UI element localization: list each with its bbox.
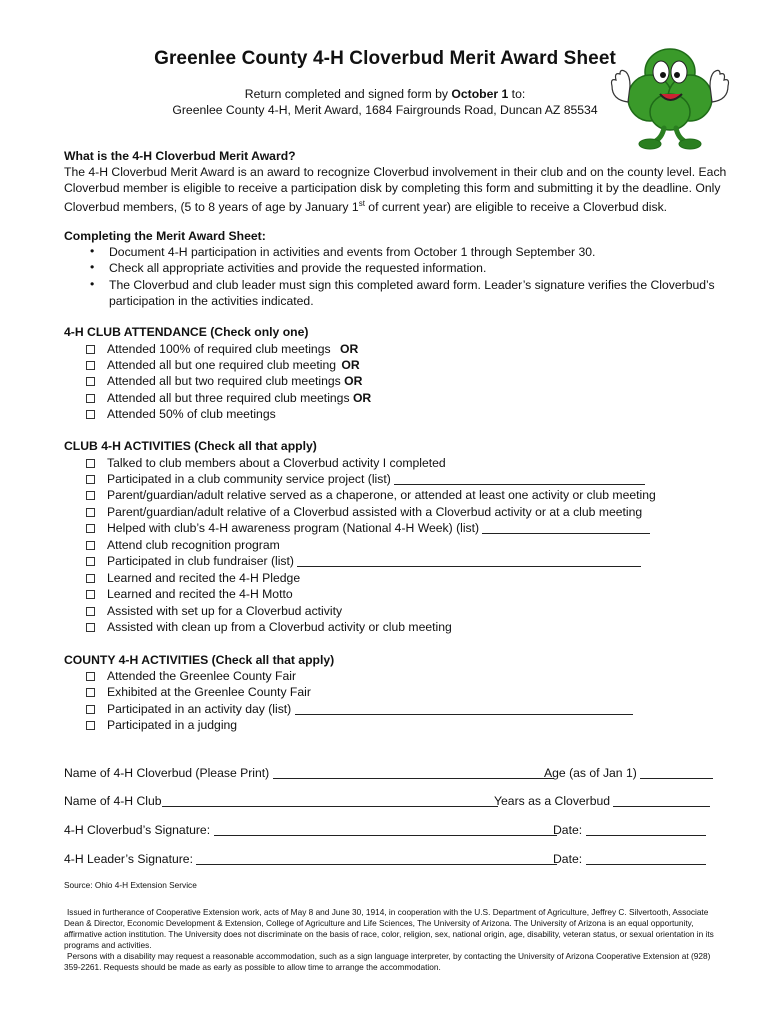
club-name-field[interactable]: Name of 4-H Club xyxy=(64,793,498,809)
checkbox-icon[interactable] xyxy=(86,590,95,599)
source-note: Source: Ohio 4-H Extension Service xyxy=(64,880,197,890)
club-activity-9[interactable]: Learned and recited the 4-H Motto xyxy=(86,586,293,602)
years-field[interactable]: Years as a Cloverbud xyxy=(494,793,710,809)
club-activity-3[interactable]: Parent/guardian/adult relative served as a chaperone, or attended at least one activity or club meeting xyxy=(86,487,656,503)
checkbox-icon[interactable] xyxy=(86,394,95,403)
leader-signature-field[interactable]: 4-H Leader’s Signature: xyxy=(64,851,557,867)
club-name-input[interactable] xyxy=(162,795,498,807)
checkbox-icon[interactable] xyxy=(86,672,95,681)
checkbox-icon[interactable] xyxy=(86,459,95,468)
checkbox-icon[interactable] xyxy=(86,508,95,517)
what-line-1: The 4-H Cloverbud Merit Award is an award to recognize Cloverbud involvement in their club and on the county level. Each xyxy=(64,165,727,179)
cloverbud-date-input[interactable] xyxy=(586,824,706,836)
fill-line[interactable] xyxy=(482,522,650,534)
club-activity-4[interactable]: Parent/guardian/adult relative of a Cloverbud assisted with a Cloverbud activity or at a club meeting xyxy=(86,504,642,520)
checkbox-icon[interactable] xyxy=(86,721,95,730)
club-activity-10[interactable]: Assisted with set up for a Cloverbud activity xyxy=(86,603,342,619)
county-activities-heading: COUNTY 4-H ACTIVITIES (Check all that apply) xyxy=(64,653,335,667)
club-activity-5[interactable]: Helped with club’s 4-H awareness program (National 4-H Week) (list) xyxy=(86,520,650,536)
return-instructions: Return completed and signed form by October 1 to: xyxy=(244,87,526,101)
leader-date-field[interactable]: Date: xyxy=(553,851,706,867)
checkbox-icon[interactable] xyxy=(86,541,95,550)
footer-line-5: Persons with a disability may request a reasonable accommodation, such as a sign language interpreter, by contacting the University of Arizona Cooperative Extension at (928) xyxy=(67,951,711,961)
club-activity-8[interactable]: Learned and recited the 4-H Pledge xyxy=(86,570,300,586)
checkbox-icon[interactable] xyxy=(86,410,95,419)
completing-bullet-3-cont: participation in the activities indicated. xyxy=(109,294,314,308)
attendance-option-5[interactable]: Attended 50% of club meetings xyxy=(86,406,276,422)
footer-line-3: affirmative action institution. The University does not discriminate on the basis of race, color, religion, sex, national origin, age, disability, veteran status, or sexual orientation in its xyxy=(64,929,714,939)
checkbox-icon[interactable] xyxy=(86,623,95,632)
return-date: October 1 xyxy=(451,87,509,101)
checkbox-icon[interactable] xyxy=(86,688,95,697)
checkbox-icon[interactable] xyxy=(86,491,95,500)
return-address: Greenlee County 4-H, Merit Award, 1684 Fairgrounds Road, Duncan AZ 85534 xyxy=(172,103,598,117)
cloverbud-date-field[interactable]: Date: xyxy=(553,822,706,838)
cloverbud-mascot-icon xyxy=(606,42,734,152)
footer-line-2: Dean & Director, Economic Development & Extension, College of Agriculture and Life Sciences, The University of Arizona. The University of Arizona is an equal opportunity, xyxy=(64,918,694,928)
club-activity-11[interactable]: Assisted with clean up from a Cloverbud activity or club meeting xyxy=(86,619,452,635)
checkbox-icon[interactable] xyxy=(86,377,95,386)
leader-signature-input[interactable] xyxy=(196,853,557,865)
checkbox-icon[interactable] xyxy=(86,607,95,616)
fill-line[interactable] xyxy=(297,555,641,567)
years-input[interactable] xyxy=(613,795,710,807)
footer-line-6: 359-2261. Requests should be made as early as possible to allow time to arrange the accommodation. xyxy=(64,962,441,972)
cloverbud-name-field[interactable]: Name of 4-H Cloverbud (Please Print) xyxy=(64,765,554,781)
checkbox-icon[interactable] xyxy=(86,574,95,583)
age-input[interactable] xyxy=(640,767,713,779)
checkbox-icon[interactable] xyxy=(86,361,95,370)
attendance-option-4[interactable]: Attended all but three required club meetings OR xyxy=(86,390,371,406)
what-heading: What is the 4-H Cloverbud Merit Award? xyxy=(64,149,296,163)
bullet-icon: • xyxy=(90,260,95,274)
fill-line[interactable] xyxy=(295,703,633,715)
club-activities-heading: CLUB 4-H ACTIVITIES (Check all that apply) xyxy=(64,439,317,453)
age-field[interactable]: Age (as of Jan 1) xyxy=(544,765,713,781)
footer-line-1: Issued in furtherance of Cooperative Extension work, acts of May 8 and June 30, 1914, in cooperation with the U.S. Department of Agriculture, Jeffrey C. Silvertooth, Associate xyxy=(67,907,709,917)
name-input[interactable] xyxy=(273,767,554,779)
county-activity-2[interactable]: Exhibited at the Greenlee County Fair xyxy=(86,684,311,700)
checkbox-icon[interactable] xyxy=(86,557,95,566)
club-activity-1[interactable]: Talked to club members about a Cloverbud activity I completed xyxy=(86,455,446,471)
county-activity-1[interactable]: Attended the Greenlee County Fair xyxy=(86,668,296,684)
attendance-heading: 4-H CLUB ATTENDANCE (Check only one) xyxy=(64,325,309,339)
page-title: Greenlee County 4-H Cloverbud Merit Award Sheet xyxy=(154,48,616,69)
completing-heading: Completing the Merit Award Sheet: xyxy=(64,229,266,243)
checkbox-icon[interactable] xyxy=(86,524,95,533)
club-activity-7[interactable]: Participated in club fundraiser (list) xyxy=(86,553,641,569)
bullet-icon: • xyxy=(90,244,95,258)
county-activity-4[interactable]: Participated in a judging xyxy=(86,717,237,733)
completing-bullet-2: Check all appropriate activities and provide the requested information. xyxy=(109,261,487,275)
checkbox-icon[interactable] xyxy=(86,475,95,484)
completing-bullet-1: Document 4-H participation in activities and events from October 1 through September 30. xyxy=(109,245,596,259)
attendance-option-2[interactable]: Attended all but one required club meeting OR xyxy=(86,357,360,373)
cloverbud-signature-input[interactable] xyxy=(214,824,557,836)
county-activity-3[interactable]: Participated in an activity day (list) xyxy=(86,701,633,717)
club-activity-2[interactable]: Participated in a club community service project (list) xyxy=(86,471,645,487)
footer-line-4: programs and activities. xyxy=(64,940,152,950)
bullet-icon: • xyxy=(90,277,95,291)
checkbox-icon[interactable] xyxy=(86,705,95,714)
attendance-option-3[interactable]: Attended all but two required club meetings OR xyxy=(86,373,362,389)
club-activity-6[interactable]: Attend club recognition program xyxy=(86,537,280,553)
fill-line[interactable] xyxy=(394,473,645,485)
leader-date-input[interactable] xyxy=(586,853,706,865)
attendance-option-1[interactable]: Attended 100% of required club meetings OR xyxy=(86,341,358,357)
completing-bullet-3: The Cloverbud and club leader must sign this completed award form. Leader’s signature verifies the Cloverbud’s xyxy=(109,278,715,292)
what-line-2: Cloverbud member is eligible to receive a participation disk by completing this form and submitting it by the deadline. Only xyxy=(64,181,721,195)
what-line-3: Cloverbud members, (5 to 8 years of age by January 1st of current year) are eligible to receive a Cloverbud disk. xyxy=(64,199,668,215)
checkbox-icon[interactable] xyxy=(86,345,95,354)
cloverbud-signature-field[interactable]: 4-H Cloverbud’s Signature: xyxy=(64,822,557,838)
